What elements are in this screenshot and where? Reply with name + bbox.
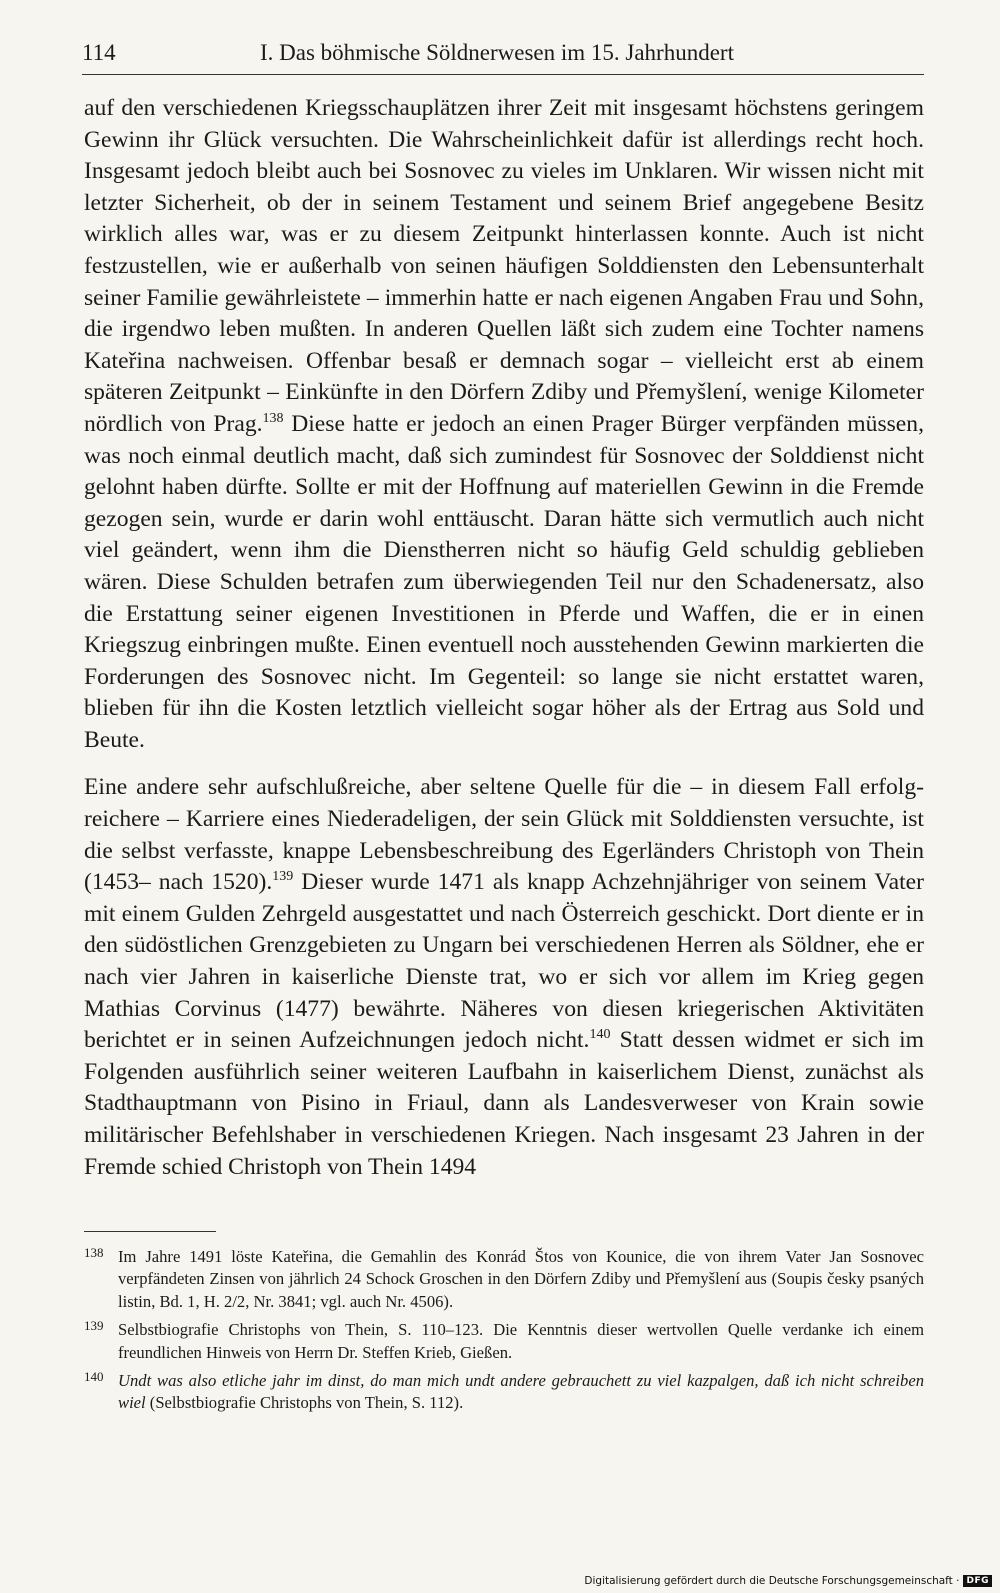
paragraph-text: Diese hatte er jedoch an einen Prager Bürger verpfänden müssen, was noch einmal deutlich macht, daß sich zumindest für Sosnovec der Solddienst nicht gelohnt haben dürfte. Sollte er mit der Hoffnung auf materiellen Gewinn in die Fremde gezogen sein, wurde er darin wohl enttäuscht. Daran hätte sich vermutlich auch nicht viel geändert, wenn ihm die Dienstherren nicht so häufig Geld schuldig geblieben wären. Diese Schulden betrafen zum überwiegenden Teil nur den Schadenersatz, also die Erstattung seiner eigenen Investitionen in Pferde und Waffen, die er in einen Kriegszug einbringen mußte. Einen eventuell noch ausstehenden Gewinn markierten die Forderungen des Sosnovec nicht. Im Gegenteil: so lange sie nicht erstattet waren, blieben für ihn die Kosten letztlich vielleicht sogar höher als der Ertrag aus Sold und Beute. [84,410,924,753]
paragraph-text: Statt dessen widmet er sich im Folgenden ausführlich seiner weiteren Laufbahn in kaiserlichem Dienst, zunächst als Stadthauptmann von Pisino in Friaul, dann als Landesverweser von Krain sowie militärischer Befehlshaber in verschiedenen Kriegen. Nach insgesamt 23 Jahren in der Fremde schied Christoph von Thein 1494 [84,1027,925,1180]
footnote-separator [84,1231,216,1232]
footnotes [84,1246,924,1421]
running-title: I. Das böhmische Söldnerwesen im 15. Jahrhundert [260,40,734,65]
footnote-number: 140 [84,1369,104,1385]
paragraph-1 [84,93,924,756]
dfg-logo: DFG [963,1575,992,1587]
main-text [84,93,924,1183]
footnote-138 [84,1246,924,1313]
footnote-139 [84,1319,924,1364]
paragraph-2 [84,772,924,1183]
page-number: 114 [82,40,116,65]
footnote-number: 138 [84,1245,104,1260]
paragraph-text: Eine andere sehr aufschlußreiche, aber seltene Quelle für die – in diesem Fall erfolgreichere – Karriere eines Niederadeligen, der sein Glück mit Solddiensten versuchte, ist die selbst verfasste, knappe Lebensbeschreibung des Egerländers Christoph von Thein (1453– nach 1520). [84,774,924,896]
footnote-number: 139 [84,1318,104,1334]
paragraph-text: Dieser wurde 1471 als knapp Achzehnjähriger von seinem Vater mit einem Gulden Zehrgeld ausgestattet und nach Österreich geschickt. Dort diente er in den südöstlichen Grenzgebieten zu Ungarn bei verschiedenen Herren als Söldner, ehe er nach vier Jahren in kaiserliche Dienste trat, wo er sich vor allem im Krieg gegen Mathias Corvinus (1477) bewährte. Näheres von diesen kriegerischen Aktivitäten berichtet er in seinen Aufzeichnungen jedoch nicht. [84,869,924,1054]
digitization-credit [584,1575,992,1587]
paragraph-text: auf den verschiedenen Kriegsschauplätzen ihrer Zeit mit insgesamt höchstens geringem Gewinn ihr Glück versuchten. Die Wahrscheinlichkeit dafür ist allerdings recht hoch. Insgesamt jedoch bleibt auch bei Sosnovec zu vieles im Unklaren. Wir wissen nicht mit letzter Sicherheit, ob der in seinem Testament und seinem Brief angegebene Besitz wirklich alles war, was er zu diesem Zeitpunkt hinterlassen konnte. Auch ist nicht festzustellen, wie er außerhalb von seinen häufigen Solddiensten den Lebensunterhalt seiner Familie gewährleistete – immerhin hatte er nach eigenen Angaben Frau und Sohn, die irgendwo leben mußten. In anderen Quellen läßt sich zudem eine Tochter namens Kateřina nachweisen. Offenbar besaß er demnach sogar – vielleicht erst ab einem späteren Zeitpunkt – Einkünfte in den Dörfern Zdiby und Přemyšlení, wenige Kilometer nördlich von Prag. [84,95,924,437]
footnote-text: Im Jahre 1491 löste Kateřina, die Gemahlin des Konrád Štos von Kounice, die von ihrem Vater Jan Sosnovec verpfändeten Zinsen von jährlich 24 Schock Groschen in den Dörfern Zdiby und Přemyšlení aus (Soupis česky psaných listin, Bd. 1, H. 2/2, Nr. 3841; vgl. auch Nr. 4506). [118,1247,924,1311]
credit-text: Digitalisierung gefördert durch die Deutsche Forschungsgemeinschaft · [584,1575,960,1587]
footnote-ref-139[interactable]: 139 [272,869,294,885]
footnote-ref-138[interactable]: 138 [262,410,284,426]
footnote-quote: Undt was also etliche jahr im dinst, do man mich undt andere gebrauchett zu viel kazpalgen, daß ich nicht schreiben wiel [118,1371,924,1413]
footnote-text: (Selbstbiografie Christophs von Thein, S. 112). [145,1393,464,1413]
running-header [82,38,924,75]
footnote-text: Selbstbiografie Christophs von Thein, S. 110–123. Die Kenntnis dieser wertvollen Quelle verdanke ich einem freundlichen Hinweis von Herrn Dr. Steffen Krieb, Gießen. [118,1320,924,1362]
footnote-140 [84,1370,924,1415]
footnote-ref-140[interactable]: 140 [589,1027,611,1043]
